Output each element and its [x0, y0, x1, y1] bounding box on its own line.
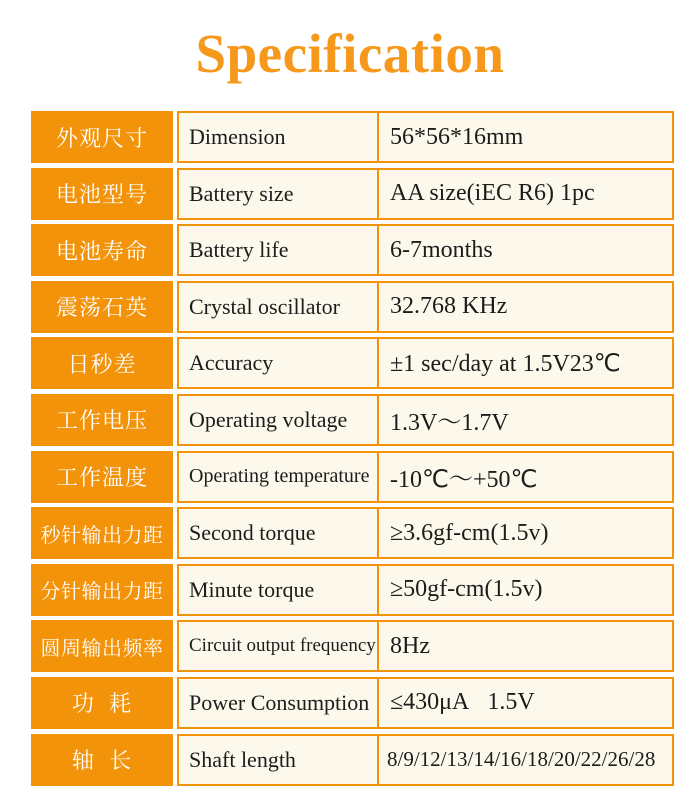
spec-label-cn: 震荡石英 — [31, 281, 173, 333]
spec-label-en: Operating voltage — [179, 396, 379, 444]
spec-cell-box — [177, 451, 674, 503]
spec-label-en: Circuit output frequency — [179, 622, 379, 670]
spec-label-cn: 分针输出力距 — [31, 564, 173, 616]
spec-cell-box — [177, 224, 674, 276]
spec-cell-box — [177, 337, 674, 389]
spec-cell-box — [177, 281, 674, 333]
spec-label-cn: 圆周输出频率 — [31, 620, 173, 672]
spec-label-en: Accuracy — [179, 339, 379, 387]
spec-label-en: Crystal oscillator — [179, 283, 379, 331]
spec-label-cn: 秒针输出力距 — [31, 507, 173, 559]
spec-label-cn: 工作电压 — [31, 394, 173, 446]
spec-label-en: Minute torque — [179, 566, 379, 614]
spec-row-operating-temperature — [31, 451, 674, 503]
spec-label-cn: 日秒差 — [31, 337, 173, 389]
spec-value: -10℃～+50℃ — [390, 467, 538, 494]
spec-value: 56*56*16mm — [390, 123, 524, 150]
spec-row-shaft-length — [31, 734, 674, 786]
spec-label-en: Battery size — [179, 170, 379, 218]
spec-cell-box — [177, 734, 674, 786]
spec-cell-box — [177, 394, 674, 446]
spec-label-cn: 功 耗 — [31, 677, 173, 729]
spec-label-en: Battery life — [179, 226, 379, 274]
spec-value: 6-7months — [390, 236, 493, 263]
spec-row-circuit-output-frequency — [31, 620, 674, 672]
spec-value: 8Hz — [390, 632, 430, 659]
spec-label-cn: 电池寿命 — [31, 224, 173, 276]
specification-table — [31, 111, 674, 790]
spec-cell-box — [177, 168, 674, 220]
spec-label-cn: 工作温度 — [31, 451, 173, 503]
spec-label-en: Operating temperature — [179, 453, 379, 501]
spec-value: ≥50gf-cm(1.5v) — [390, 576, 543, 603]
spec-row-battery-size — [31, 168, 674, 220]
spec-row-crystal-oscillator — [31, 281, 674, 333]
spec-label-en: Power Consumption — [179, 679, 379, 727]
spec-label-cn: 外观尺寸 — [31, 111, 173, 163]
spec-label-cn: 轴 长 — [31, 734, 173, 786]
spec-row-operating-voltage — [31, 394, 674, 446]
spec-label-en: Second torque — [179, 509, 379, 557]
spec-cell-box — [177, 111, 674, 163]
spec-row-second-torque — [31, 507, 674, 559]
spec-row-power-consumption — [31, 677, 674, 729]
spec-cell-box — [177, 507, 674, 559]
spec-cell-box — [177, 620, 674, 672]
spec-row-dimension — [31, 111, 674, 163]
spec-value: ≥3.6gf-cm(1.5v) — [390, 519, 549, 546]
spec-cell-box — [177, 564, 674, 616]
spec-label-en: Dimension — [179, 113, 379, 161]
spec-value: 8/9/12/13/14/16/18/20/22/26/28 — [387, 747, 656, 772]
spec-value: ±1 sec/day at 1.5V23℃ — [390, 350, 621, 377]
spec-value: 1.3V～1.7V — [390, 410, 509, 437]
spec-row-accuracy — [31, 337, 674, 389]
page-title: Specification — [195, 23, 505, 84]
spec-label-en: Shaft length — [179, 736, 379, 784]
spec-row-battery-life — [31, 224, 674, 276]
spec-value: 32.768 KHz — [390, 293, 508, 320]
spec-cell-box — [177, 677, 674, 729]
spec-value: AA size(iEC R6) 1pc — [390, 180, 595, 207]
spec-value: ≤430μA 1.5V — [390, 689, 535, 716]
spec-label-cn: 电池型号 — [31, 168, 173, 220]
spec-row-minute-torque — [31, 564, 674, 616]
